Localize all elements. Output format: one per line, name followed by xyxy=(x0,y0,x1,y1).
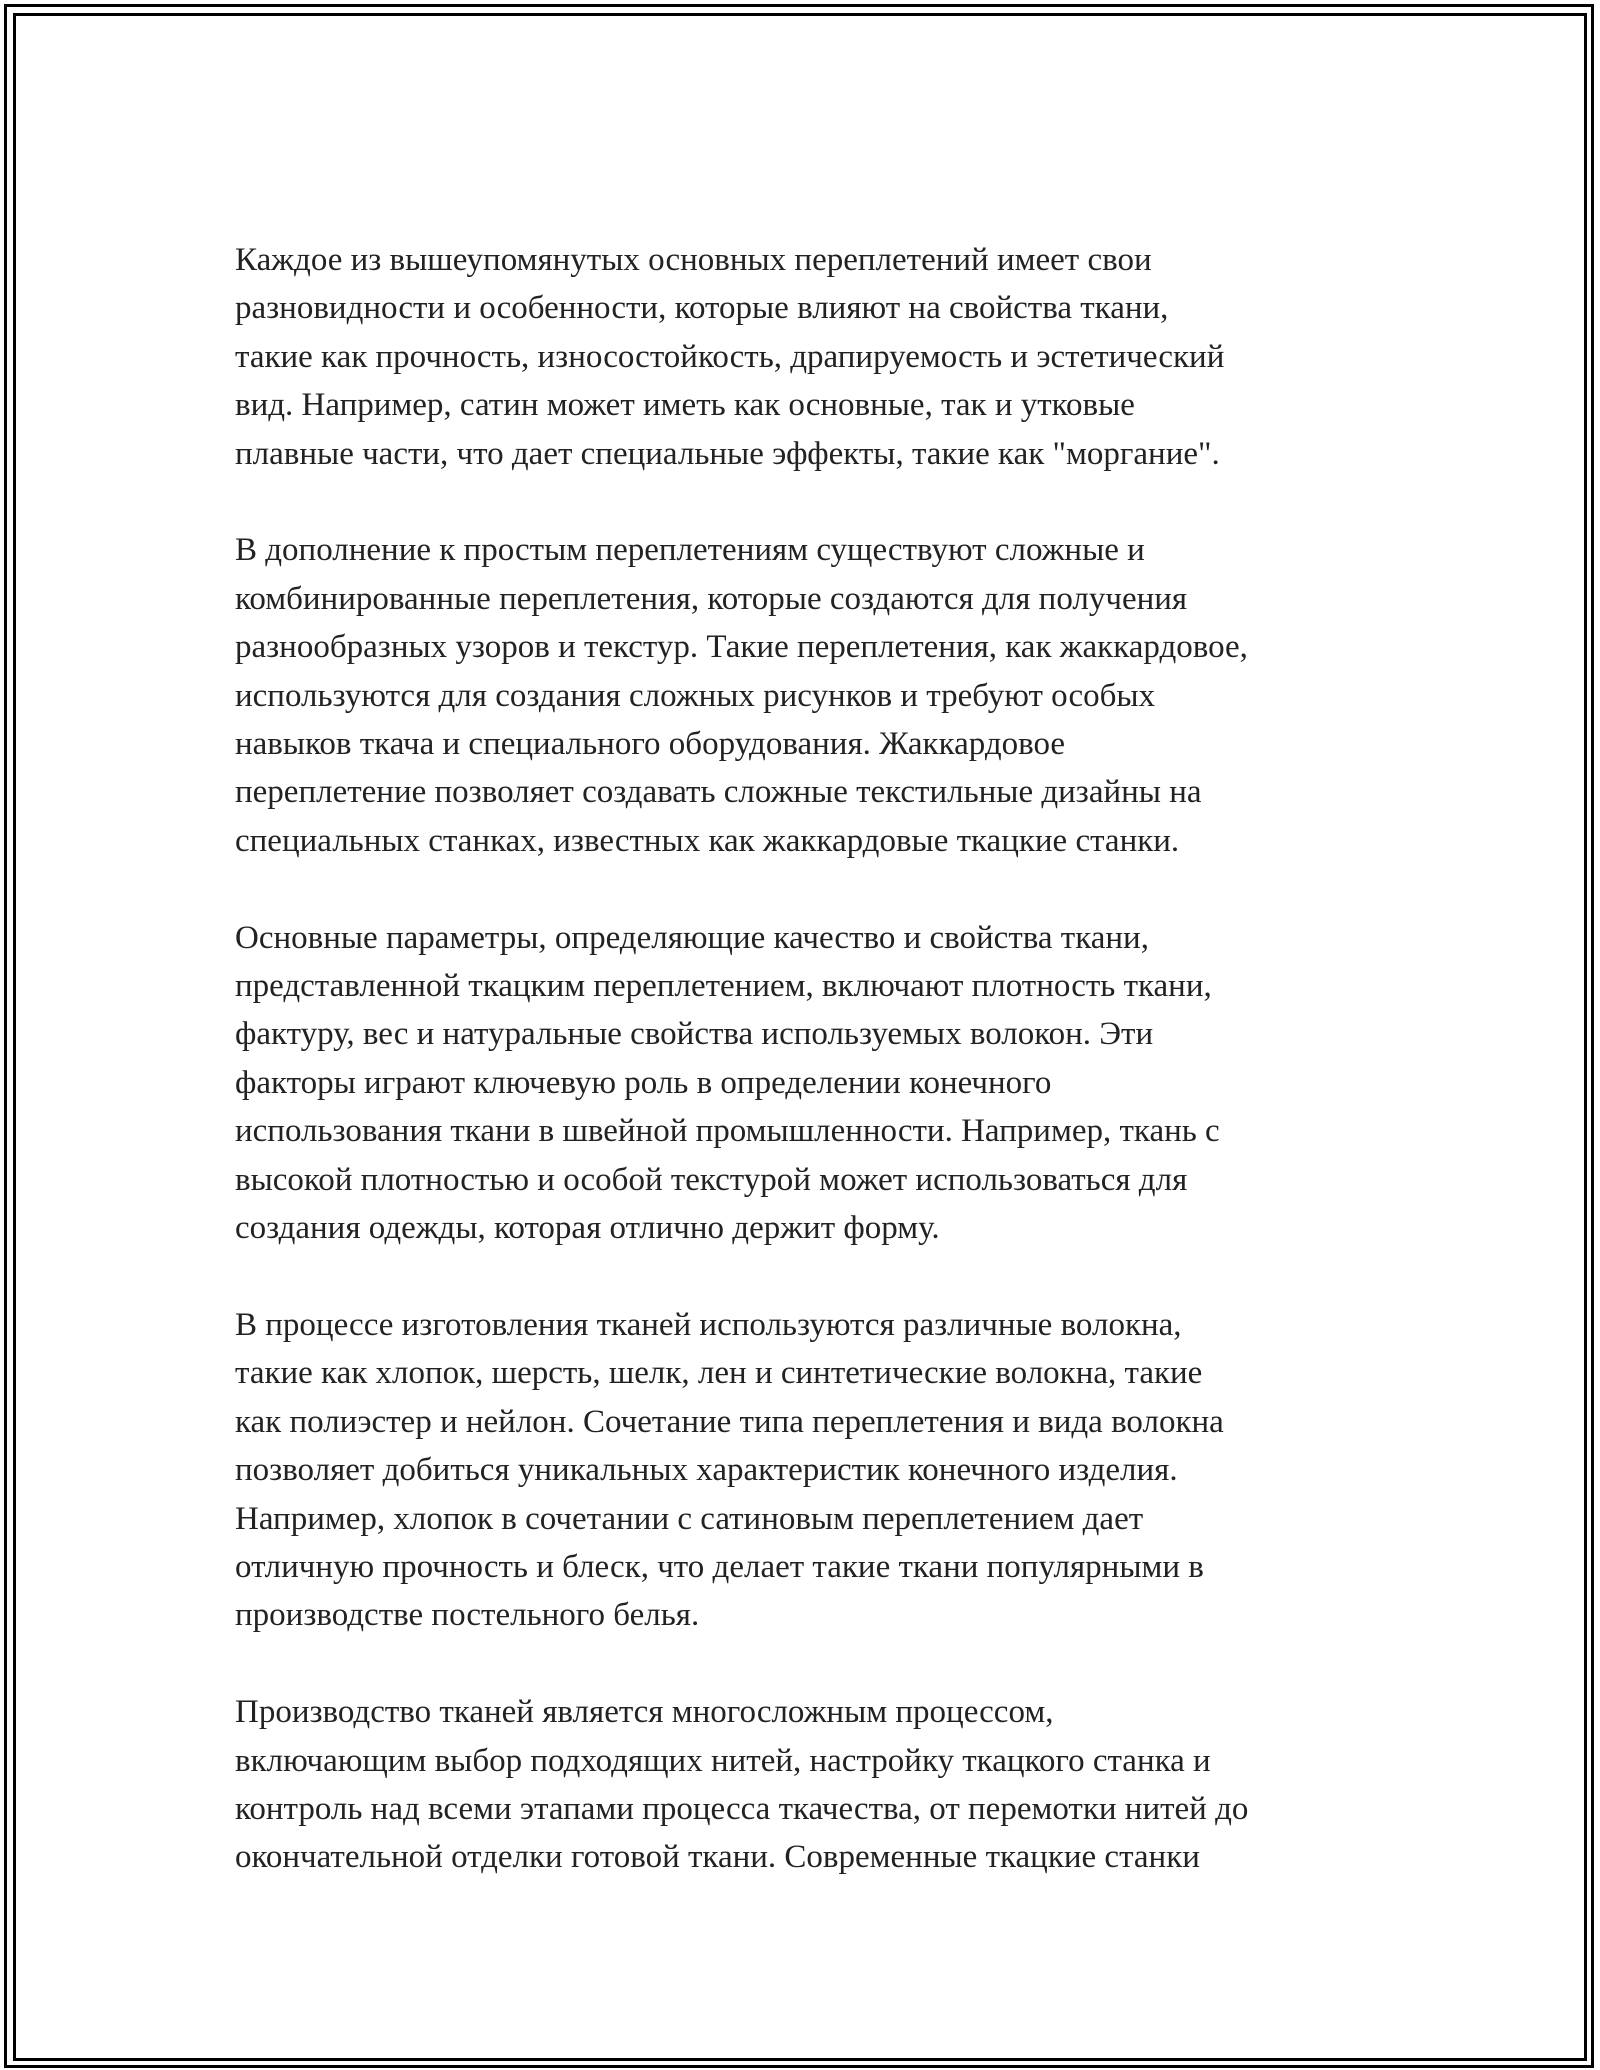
paragraph-fibers: В процессе изготовления тканей используются различные волокна, такие как хлопок, шерсть, шелк, лен и синтетические волокна, такие как полиэстер и нейлон. Сочетание типа переплетения и вида волокна позволяет добиться уникальных характеристик конечного изделия. Например, хлопок в сочетании с сатиновым переплетением дает отличную прочность и блеск, что делает такие ткани популярными в производстве постельного белья. xyxy=(235,1306,1224,1634)
document-body xyxy=(235,236,1385,1882)
paragraph-complex-weaves: В дополнение к простым переплетениям существуют сложные и комбинированные переплетения, которые создаются для получения разнообразных узоров и текстур. Такие переплетения, как жаккардовое, используются для создания сложных рисунков и требуют особых навыков ткача и специального оборудования. Жаккардовое переплетение позволяет создавать сложные текстильные дизайны на специальных станках, известных как жаккардовые ткацкие станки. xyxy=(235,532,1248,859)
paragraph-fabric-parameters: Основные параметры, определяющие качество и свойства ткани, представленной ткацким переплетением, включают плотность ткани, фактуру, вес и натуральные свойства используемых волокон. Эти факторы играют ключевую роль в определении конечного использования ткани в швейной промышленности. Например, ткань с высокой плотностью и особой текстурой может использоваться для создания одежды, которая отлично держит форму. xyxy=(235,919,1220,1247)
paragraph-production-process: Производство тканей является многосложным процессом, включающим выбор подходящих нитей, настройку ткацкого станка и контроль над всеми этапами процесса ткачества, от перемотки нитей до окончательной отделки готовой ткани. Современные ткацкие станки xyxy=(235,1694,1249,1876)
paragraph-weave-varieties: Каждое из вышеупомянутых основных переплетений имеет свои разновидности и особенности, которые влияют на свойства ткани, такие как прочность, износостойкость, драпируемость и эстетический вид. Например, сатин может иметь как основные, так и утковые плавные части, что дает специальные эффекты, такие как "моргание". xyxy=(235,242,1225,472)
